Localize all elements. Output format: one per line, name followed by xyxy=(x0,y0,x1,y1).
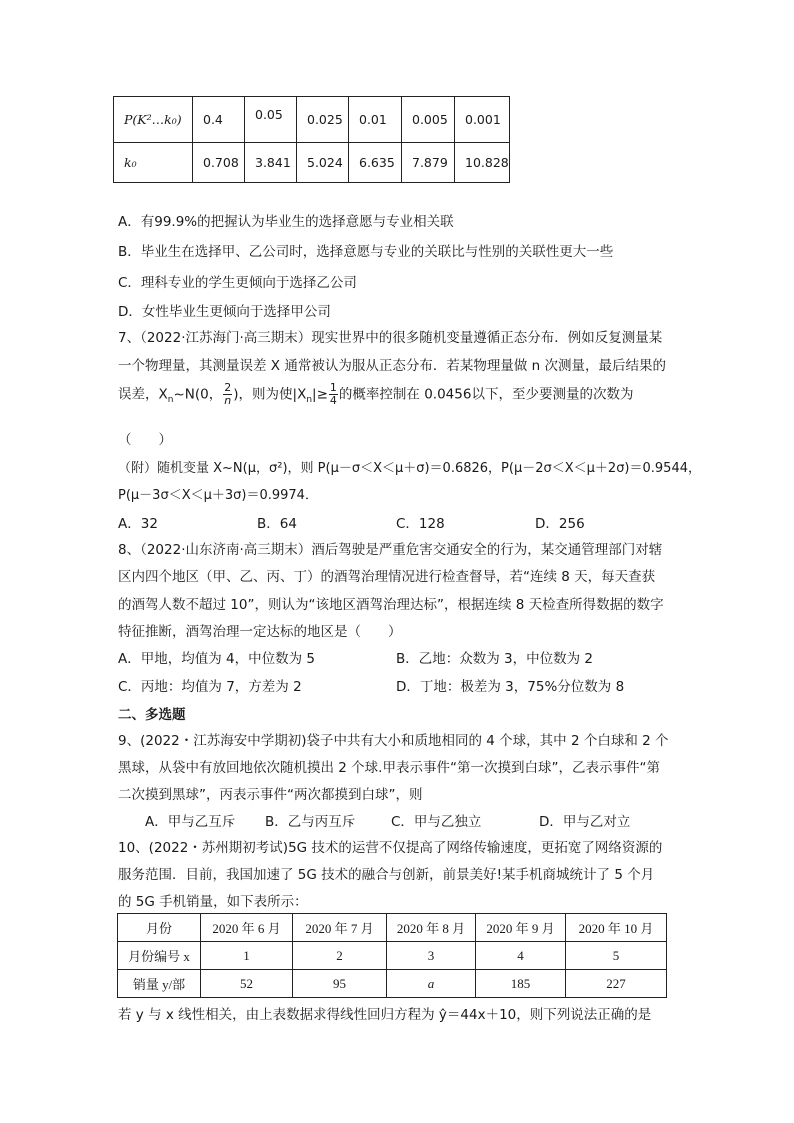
table-cell: 4 xyxy=(476,942,566,970)
q8-line-4: 特征推断，酒驾治理一定达标的地区是（ ） xyxy=(118,624,402,640)
table-cell: a xyxy=(387,970,476,998)
q6-option-b: B．毕业生在选择甲、乙公司时，选择意愿与专业的关联比与性别的关联性更大一些 xyxy=(118,244,614,260)
table-cell: 0.05 xyxy=(245,97,297,143)
q7-option-c: C．128 xyxy=(396,516,445,532)
table-header: 2020 年 9 月 xyxy=(476,914,566,942)
q8-line-1: 8、（2022·山东济南·高三期末）酒后驾驶是严重危害交通安全的行为，某交通管理部门对辖 xyxy=(118,542,663,558)
q8-option-d: D．丁地：极差为 3，75%分位数为 8 xyxy=(396,679,625,695)
q7-note-2: P(μ－3σ＜X＜μ＋3σ)＝0.9974． xyxy=(118,488,318,503)
table-cell: 销量 y/部 xyxy=(118,970,201,998)
table-cell: 52 xyxy=(201,970,293,998)
q7-line-3 xyxy=(118,382,633,407)
fraction xyxy=(329,382,338,407)
table-cell: 0.4 xyxy=(193,97,245,143)
fraction-denominator: 4 xyxy=(329,394,337,407)
table-cell: 185 xyxy=(476,970,566,998)
q9-line-2: 黑球，从袋中有放回地依次随机摸出 2 个球.甲表示事件“第一次摸到白球”，乙表示事件“第 xyxy=(118,760,660,776)
fraction-numerator: 2 xyxy=(224,381,232,394)
q9-option-c: C．甲与乙独立 xyxy=(391,814,482,830)
q9-option-a: A．甲与乙互斥 xyxy=(145,814,236,830)
q7-option-a: A．32 xyxy=(118,516,158,532)
q6-option-a: A．有99.9%的把握认为毕业生的选择意愿与专业相关联 xyxy=(118,214,454,230)
q8-option-b: B．乙地：众数为 3，中位数为 2 xyxy=(396,651,594,667)
table-header: 2020 年 7 月 xyxy=(293,914,387,942)
table-cell: 95 xyxy=(293,970,387,998)
table-cell: 10.828 xyxy=(455,143,510,183)
table-cell: 5 xyxy=(566,942,667,970)
q10-last-line: 若 y 与 x 线性相关，由上表数据求得线性回归方程为 ŷ＝44x＋10，则下列说法正确的是 xyxy=(118,1007,652,1023)
table-cell: 0.708 xyxy=(193,143,245,183)
q8-line-2: 区内四个地区（甲、乙、丙、丁）的酒驾治理情况进行检查督导，若“连续 8 天，每天查获 xyxy=(118,569,656,585)
table-cell: 5.024 xyxy=(297,143,349,183)
table-header: 2020 年 8 月 xyxy=(387,914,476,942)
table-row xyxy=(114,143,510,183)
q10-line-3: 的 5G 手机销量，如下表所示： xyxy=(118,894,308,910)
section-heading: 二、多选题 xyxy=(118,707,186,723)
table-row xyxy=(114,97,510,143)
q6-option-d: D．女性毕业生更倾向于选择甲公司 xyxy=(118,304,331,320)
fraction xyxy=(223,382,232,407)
q7-line-2: 一个物理量，其测量误差 X 通常被认为服从正态分布．若某物理量做 n 次测量，最后结果的 xyxy=(118,358,666,374)
q9-line-1: 9、(2022・江苏海安中学期初)袋子中共有大小和质地相同的 4 个球，其中 2 个白球和 2 个 xyxy=(118,733,669,749)
table-cell: 0.005 xyxy=(402,97,455,143)
table-header: 2020 年 6 月 xyxy=(201,914,293,942)
q8-line-3: 的酒驾人数不超过 10”，则认为“该地区酒驾治理达标”，根据连续 8 天检查所得数据的数字 xyxy=(118,597,664,613)
q7-text: |≥ xyxy=(312,386,328,403)
table-cell: k₀ xyxy=(114,143,193,183)
table-header-row xyxy=(118,914,667,942)
fraction-numerator: 1 xyxy=(329,381,337,394)
q7-answer-paren: （ ） xyxy=(118,432,172,448)
q6-option-c: C．理科专业的学生更倾向于选择乙公司 xyxy=(118,275,357,291)
q8-option-c: C．丙地：均值为 7，方差为 2 xyxy=(118,679,302,695)
table-cell: 6.635 xyxy=(349,143,402,183)
table-cell: 0.01 xyxy=(349,97,402,143)
table-cell: P(K²…k₀) xyxy=(114,97,193,143)
q7-option-d: D．256 xyxy=(535,516,585,532)
q7-subscript: n xyxy=(167,395,174,406)
table-cell: 2 xyxy=(293,942,387,970)
q7-line-1: 7、（2022·江苏海门·高三期末）现实世界中的很多随机变量遵循正态分布．例如反复测量某 xyxy=(118,330,663,346)
critical-value-table xyxy=(113,96,510,183)
table-header: 2020 年 10 月 xyxy=(566,914,667,942)
q7-note-1: （附）随机变量 X~N(μ，σ²)，则 P(μ－σ＜X＜μ＋σ)＝0.6826，P(μ－2σ＜X＜μ＋2σ)＝0.9544， xyxy=(118,461,701,476)
q7-option-b: B．64 xyxy=(257,516,297,532)
table-cell: 0.001 xyxy=(455,97,510,143)
fraction-denominator: n xyxy=(224,394,232,407)
q10-line-2: 服务范围．目前，我国加速了 5G 技术的融合与创新，前景美好!某手机商城统计了 5 个月 xyxy=(118,867,655,883)
table-cell: 3.841 xyxy=(245,143,297,183)
table-cell: 3 xyxy=(387,942,476,970)
q8-option-a: A．甲地，均值为 4，中位数为 5 xyxy=(118,651,315,667)
table-cell: 1 xyxy=(201,942,293,970)
table-row xyxy=(118,970,667,998)
table-row xyxy=(118,942,667,970)
q7-subscript: n xyxy=(306,395,313,406)
q7-text: ~N(0， xyxy=(173,386,223,403)
q7-text: 误差，X xyxy=(118,386,168,403)
table-cell: 月份编号 x xyxy=(118,942,201,970)
q9-option-d: D．甲与乙对立 xyxy=(539,814,631,830)
q7-text: 的概率控制在 0.0456以下，至少要测量的次数为 xyxy=(338,386,634,403)
q10-line-1: 10、(2022・苏州期初考试)5G 技术的运营不仅提高了网络传输速度，更拓宽了网络资源的 xyxy=(118,840,663,856)
sales-table xyxy=(117,913,667,998)
table-header: 月份 xyxy=(118,914,201,942)
table-cell: 7.879 xyxy=(402,143,455,183)
q9-option-b: B．乙与丙互斥 xyxy=(265,814,356,830)
q7-text: )，则为使|X xyxy=(233,386,307,403)
table-cell: 0.025 xyxy=(297,97,349,143)
q9-line-3: 二次摸到黑球”，丙表示事件“两次都摸到白球”，则 xyxy=(118,787,423,803)
table-cell: 227 xyxy=(566,970,667,998)
